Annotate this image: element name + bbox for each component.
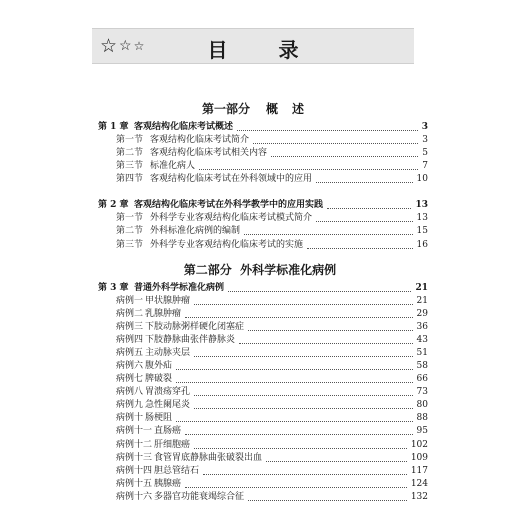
toc-chapter-row <box>0 281 520 295</box>
toc-entry-number: 第四节 <box>116 174 144 184</box>
leader-dots <box>239 343 413 344</box>
toc-page-number: 7 <box>422 161 428 171</box>
toc-page-number: 117 <box>410 466 428 476</box>
leader-dots <box>248 500 407 501</box>
toc-case-row <box>0 424 520 438</box>
leader-dots <box>185 487 407 488</box>
toc-entry-title: 腹外疝 <box>145 361 173 371</box>
toc-entry-number: 病例四 <box>116 335 144 345</box>
leader-dots <box>194 408 413 409</box>
toc-entry-title: 多器官功能衰竭综合征 <box>154 492 245 502</box>
toc-section-row <box>0 159 520 173</box>
toc-entry-number: 第一节 <box>116 213 144 223</box>
toc-page-number: 95 <box>416 426 428 436</box>
toc-case-row <box>0 464 520 478</box>
toc-entry-number: 病例十一 <box>116 426 153 436</box>
toc-entry-number: 第一节 <box>116 135 144 145</box>
toc-case-row <box>0 359 520 373</box>
toc-entry-number: 病例十四 <box>116 466 153 476</box>
toc-page-number: 80 <box>416 400 428 410</box>
toc-page-number: 36 <box>416 322 428 332</box>
toc-case-row <box>0 385 520 399</box>
toc-case-row <box>0 346 520 360</box>
toc-page-number: 21 <box>416 296 428 306</box>
leader-dots <box>185 317 413 318</box>
toc-case-row <box>0 411 520 425</box>
toc-section-row <box>0 133 520 147</box>
toc-case-row <box>0 398 520 412</box>
toc-page-number: 3 <box>422 135 428 145</box>
toc-chapter-row <box>0 120 520 134</box>
toc-entry-title: 胃溃疡穿孔 <box>145 387 191 397</box>
toc-entry-title: 脾破裂 <box>145 374 173 384</box>
toc-page-number: 3 <box>421 122 428 132</box>
toc-case-row <box>0 438 520 452</box>
toc-page-number: 15 <box>416 226 428 236</box>
toc-entry-number: 病例十六 <box>116 492 153 502</box>
toc-page-number: 109 <box>410 453 428 463</box>
toc-entry-number: 第三节 <box>116 161 144 171</box>
toc-entry-title: 急性阑尾炎 <box>145 400 191 410</box>
toc-page-number: 21 <box>415 283 428 293</box>
toc-case-row <box>0 490 520 504</box>
toc-section-row <box>0 224 520 238</box>
toc-entry-title: 下肢静脉曲张伴静脉炎 <box>145 335 236 345</box>
leader-dots <box>176 421 413 422</box>
toc-entry-number: 病例十 <box>116 413 144 423</box>
toc-entry-number: 病例一 <box>116 296 144 306</box>
leader-dots <box>185 434 413 435</box>
toc-page-number: 102 <box>410 440 428 450</box>
toc-entry-number: 第三节 <box>116 240 144 250</box>
part-name: 外科学标准化病例 <box>240 263 337 277</box>
toc-entry-title: 肝细胞癌 <box>154 440 191 450</box>
toc-entry-number: 病例九 <box>116 400 144 410</box>
leader-dots <box>194 448 407 449</box>
toc-entry-title: 客观结构化临床考试在外科学教学中的应用实践 <box>134 200 324 210</box>
toc-case-row <box>0 477 520 491</box>
part-label: 第二部分 <box>183 263 232 277</box>
star-icon: ☆ <box>119 38 132 54</box>
toc-entry-number: 第 1 章 <box>98 122 129 132</box>
toc-entry-number: 病例六 <box>116 361 144 371</box>
leader-dots <box>316 221 413 222</box>
toc-entry-title: 外科标准化病例的编制 <box>150 226 241 236</box>
toc-entry-number: 病例十三 <box>116 453 153 463</box>
toc-entry-title: 胰腺癌 <box>154 479 182 489</box>
toc-page-number: 29 <box>416 309 428 319</box>
toc-entry-number: 第 2 章 <box>98 200 129 210</box>
leader-dots <box>176 369 413 370</box>
toc-chapter-row <box>0 198 520 212</box>
toc-page-number: 66 <box>416 374 428 384</box>
toc-entry-number: 第二节 <box>116 148 144 158</box>
toc-page-number: 43 <box>416 335 428 345</box>
toc-entry-title: 普通外科学标准化病例 <box>134 283 225 293</box>
toc-case-row <box>0 320 520 334</box>
leader-dots <box>237 130 418 131</box>
toc-page-number: 13 <box>415 200 428 210</box>
part-label: 第一部分 <box>201 102 250 116</box>
toc-entry-title: 胆总管结石 <box>154 466 200 476</box>
part-title <box>0 261 520 278</box>
toc-section-row <box>0 211 520 225</box>
part-title <box>0 100 520 117</box>
toc-case-row <box>0 451 520 465</box>
toc-header-band <box>92 28 414 64</box>
leader-dots <box>176 382 413 383</box>
leader-dots <box>253 143 418 144</box>
toc-entry-title: 主动脉夹层 <box>145 348 191 358</box>
page-title: 目 录 <box>207 38 321 62</box>
toc-entry-title: 下肢动脉粥样硬化闭塞症 <box>145 322 245 332</box>
leader-dots <box>248 330 413 331</box>
leader-dots <box>327 208 411 209</box>
toc-page-number: 58 <box>416 361 428 371</box>
toc-page-number: 10 <box>416 174 428 184</box>
toc-entry-title: 直肠癌 <box>154 426 182 436</box>
part-name: 概述 <box>266 102 319 116</box>
toc-entry-number: 病例十五 <box>116 479 153 489</box>
toc-entry-title: 食管胃底静脉曲张破裂出血 <box>154 453 263 463</box>
leader-dots <box>266 461 407 462</box>
toc-page-number: 73 <box>416 387 428 397</box>
toc-page-number: 132 <box>410 492 428 502</box>
toc-case-row <box>0 333 520 347</box>
leader-dots <box>307 248 413 249</box>
toc-case-row <box>0 372 520 386</box>
toc-entry-number: 第二节 <box>116 226 144 236</box>
toc-entry-title: 甲状腺肿瘤 <box>145 296 191 306</box>
toc-entry-number: 病例二 <box>116 309 144 319</box>
toc-case-row <box>0 307 520 321</box>
leader-dots <box>199 169 418 170</box>
toc-entry-title: 客观结构化临床考试概述 <box>134 122 234 132</box>
toc-entry-title: 客观结构化临床考试在外科领域中的应用 <box>150 174 313 184</box>
toc-case-row <box>0 294 520 308</box>
leader-dots <box>271 156 418 157</box>
toc-page-number: 16 <box>416 240 428 250</box>
toc-page-number: 124 <box>410 479 428 489</box>
toc-entry-title: 外科学专业客观结构化临床考试的实施 <box>150 240 304 250</box>
toc-entry-number: 病例七 <box>116 374 144 384</box>
toc-entry-number: 病例三 <box>116 322 144 332</box>
toc-entry-title: 外科学专业客观结构化临床考试模式简介 <box>150 213 313 223</box>
leader-dots <box>194 395 413 396</box>
toc-entry-title: 肠梗阻 <box>145 413 173 423</box>
toc-page-number: 13 <box>416 213 428 223</box>
toc-entry-number: 第 3 章 <box>98 283 129 293</box>
leader-dots <box>244 234 413 235</box>
toc-entry-number: 病例五 <box>116 348 144 358</box>
toc-page-number: 5 <box>422 148 428 158</box>
toc-entry-number: 病例八 <box>116 387 144 397</box>
toc-entry-title: 标准化病人 <box>150 161 196 171</box>
toc-entry-title: 客观结构化临床考试相关内容 <box>150 148 268 158</box>
toc-section-row <box>0 238 520 252</box>
star-icon: ☆ <box>100 34 118 57</box>
leader-dots <box>194 304 413 305</box>
leader-dots <box>316 182 413 183</box>
toc-page-number: 88 <box>416 413 428 423</box>
toc-entry-title: 客观结构化临床考试简介 <box>150 135 250 145</box>
toc-section-row <box>0 146 520 160</box>
toc-entry-title: 乳腺肿瘤 <box>145 309 182 319</box>
leader-dots <box>194 356 413 357</box>
toc-entry-number: 病例十二 <box>116 440 153 450</box>
leader-dots <box>203 474 407 475</box>
toc-page-number: 51 <box>416 348 428 358</box>
star-icon: ☆ <box>133 39 145 53</box>
toc-section-row <box>0 172 520 186</box>
leader-dots <box>228 291 411 292</box>
